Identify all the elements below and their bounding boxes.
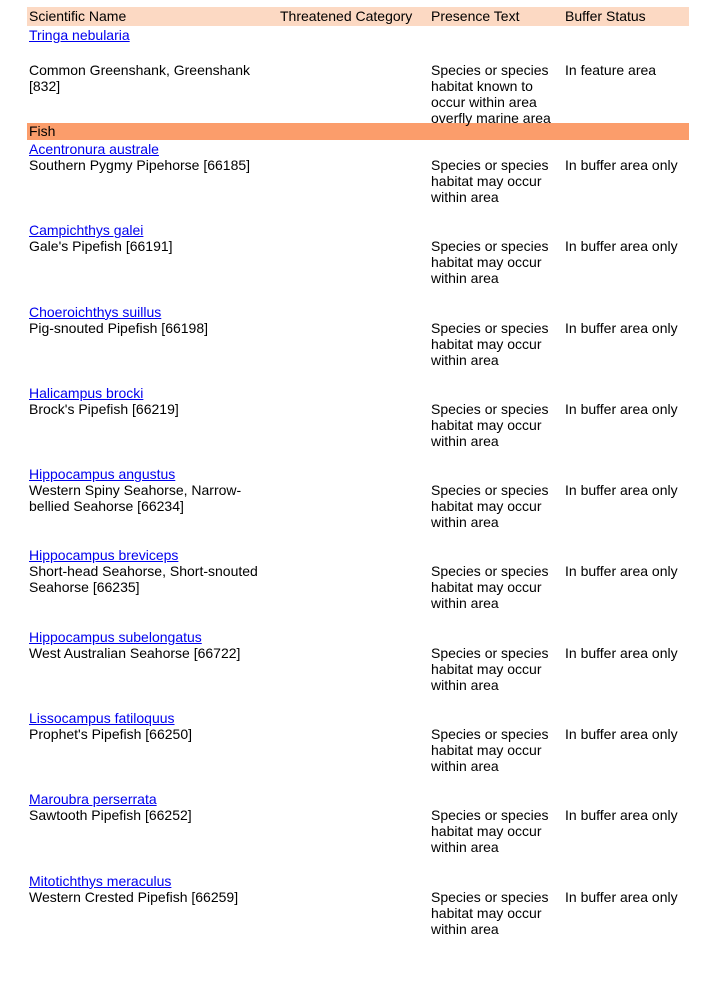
presence-text: Species or species habitat may occur within area [431, 726, 549, 775]
buffer-status: In buffer area only [565, 157, 678, 173]
group-heading-fish: Fish [27, 123, 689, 140]
species-table [27, 7, 689, 953]
common-name: Pig-snouted Pipefish [66198] [29, 319, 209, 336]
presence-text: Species or species habitat may occur within area [431, 319, 549, 368]
table-row [27, 628, 689, 709]
table-row [27, 221, 689, 302]
buffer-status: In buffer area only [565, 238, 678, 255]
presence-text: Species or species habitat may occur within area [431, 482, 549, 531]
buffer-status: In buffer area only [565, 319, 678, 336]
common-name: Brock's Pipefish [66219] [29, 400, 179, 417]
table-row [27, 140, 689, 221]
table-row [27, 546, 689, 627]
species-link[interactable]: Lissocampus fatiloquus [29, 710, 175, 727]
table-row [27, 26, 689, 126]
header-buffer-status: Buffer Status [565, 8, 646, 24]
table-row [27, 872, 689, 953]
common-name: Southern Pygmy Pipehorse [66185] [29, 157, 251, 173]
buffer-status: In buffer area only [565, 563, 678, 580]
presence-text: Species or species habitat may occur within area [431, 563, 549, 612]
presence-text: Species or species habitat known to occur within area overfly marine area [431, 62, 551, 126]
presence-text: Species or species habitat may occur within area [431, 644, 549, 693]
species-link[interactable]: Hippocampus breviceps [29, 547, 179, 564]
species-link[interactable]: Campichthys galei [29, 222, 144, 239]
species-link[interactable]: Mitotichthys meraculus [29, 872, 172, 889]
buffer-status: In buffer area only [565, 644, 678, 661]
common-name: Prophet's Pipefish [66250] [29, 726, 193, 743]
header-presence-text: Presence Text [431, 8, 520, 24]
header-scientific-name: Scientific Name [29, 8, 127, 24]
species-link[interactable]: Tringa nebularia [29, 27, 130, 43]
table-row [27, 465, 689, 546]
presence-text: Species or species habitat may occur within area [431, 238, 549, 287]
table-row [27, 709, 689, 790]
species-link[interactable]: Acentronura australe [29, 141, 159, 157]
common-name: West Australian Seahorse [66722] [29, 644, 241, 661]
species-link[interactable]: Maroubra perserrata [29, 791, 157, 808]
table-row [27, 790, 689, 871]
presence-text: Species or species habitat may occur within area [431, 807, 549, 856]
common-name: Western Crested Pipefish [66259] [29, 888, 239, 905]
buffer-status: In buffer area only [565, 807, 678, 824]
species-link[interactable]: Halicampus brocki [29, 384, 144, 401]
table-header [27, 7, 689, 26]
species-link[interactable]: Hippocampus angustus [29, 466, 176, 483]
common-name: Short-head Seahorse, Short-snouted Seahorse [66235] [29, 563, 258, 596]
buffer-status: In buffer area only [565, 726, 678, 743]
header-threatened-category: Threatened Category [280, 8, 413, 24]
common-name: Western Spiny Seahorse, Narrow-bellied Seahorse [66234] [29, 482, 242, 515]
presence-text: Species or species habitat may occur within area [431, 400, 549, 449]
presence-text: Species or species habitat may occur within area [431, 157, 549, 205]
buffer-status: In buffer area only [565, 888, 678, 905]
buffer-status: In buffer area only [565, 482, 678, 499]
common-name: Sawtooth Pipefish [66252] [29, 807, 192, 824]
common-name: Gale's Pipefish [66191] [29, 238, 173, 255]
buffer-status: In feature area [565, 62, 657, 78]
buffer-status: In buffer area only [565, 400, 678, 417]
table-row [27, 384, 689, 465]
species-link[interactable]: Choeroichthys suillus [29, 303, 162, 320]
common-name: Common Greenshank, Greenshank [832] [29, 62, 250, 94]
fish-list [27, 140, 689, 953]
presence-text: Species or species habitat may occur within area [431, 888, 549, 937]
table-row [27, 303, 689, 384]
species-link[interactable]: Hippocampus subelongatus [29, 628, 202, 645]
